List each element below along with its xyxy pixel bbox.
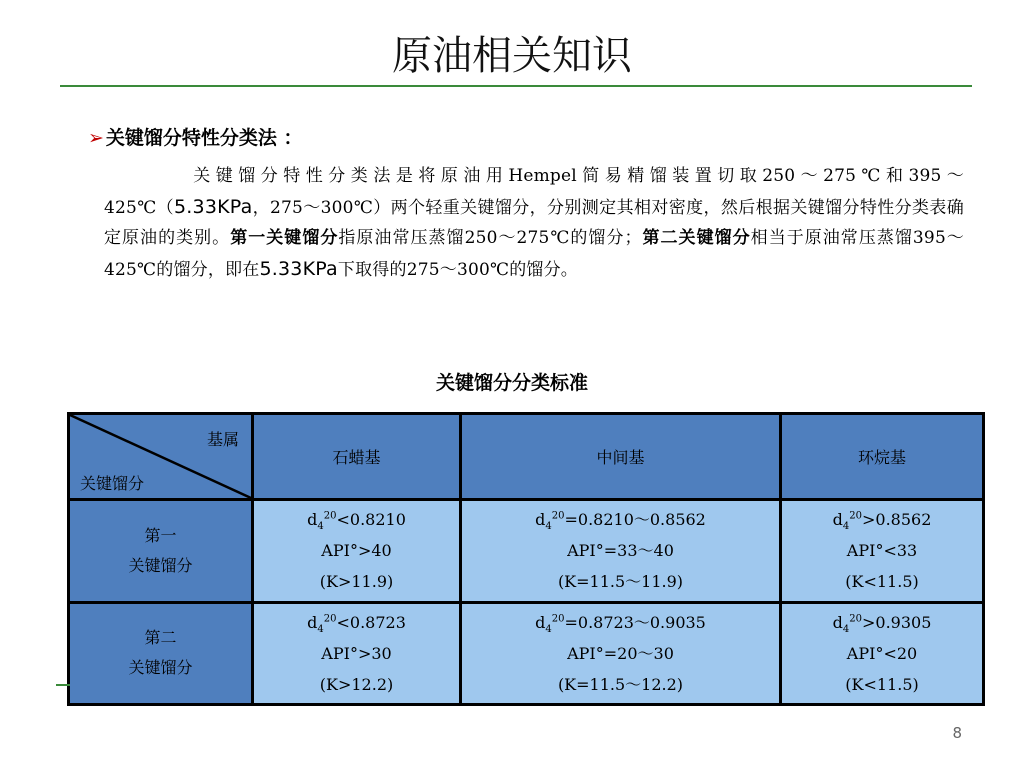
table-row — [69, 500, 984, 603]
density-value — [254, 607, 459, 638]
density-superscript: 20 — [323, 510, 337, 522]
table-cell — [253, 500, 461, 603]
api-value: API°>40 — [321, 541, 392, 561]
table-header-row — [69, 414, 984, 500]
density-superscript: 20 — [551, 510, 565, 522]
density-superscript: 20 — [849, 613, 862, 625]
paragraph-text-1: 关键馏分特性分类法是将原油用Hempel简易精馏装置切取250～275℃和395～425℃（ — [104, 166, 964, 218]
table-cell — [461, 500, 781, 603]
density-superscript: 20 — [323, 613, 337, 625]
density-subscript: 4 — [842, 623, 850, 635]
k-value: (K=11.5～12.2) — [557, 674, 684, 694]
corner-label-fraction: 关键馏分 — [80, 474, 145, 493]
row-label-line2: 关键馏分 — [128, 658, 193, 678]
k-value: (K<11.5) — [845, 674, 919, 694]
density-symbol: d — [307, 510, 318, 530]
slide-title: 原油相关知识 — [392, 33, 632, 79]
table-cell — [781, 602, 984, 705]
header-intermediate: 中间基 — [461, 414, 781, 500]
density-superscript: 20 — [551, 613, 565, 625]
row-label-line1: 第二 — [144, 628, 177, 648]
api-value: API°=20～30 — [567, 643, 674, 663]
table-row — [69, 602, 984, 705]
paragraph-pressure-2: 5.33KPa — [259, 257, 338, 280]
decorative-side-rule — [56, 684, 70, 686]
paragraph-text-5: 指原油常压蒸馏250～275℃的馏分； — [338, 228, 642, 248]
paragraph-text-3: ，275～300℃）两个轻重关键馏分，分别测定其相对密度，然后根据关键馏分特性分类表确定原油的类别。 — [104, 197, 964, 248]
paragraph-text-9: 下取得的275～300℃的馏分。 — [337, 259, 579, 280]
section-heading — [88, 123, 303, 150]
title-divider — [60, 85, 972, 87]
corner-label-base: 基属 — [206, 430, 239, 449]
density-symbol: d — [535, 510, 546, 530]
row-label-first — [69, 500, 253, 603]
table-cell — [253, 602, 461, 705]
density-symbol: d — [832, 510, 843, 530]
density-symbol: d — [307, 612, 318, 632]
k-value: (K=11.5～11.9) — [557, 572, 684, 592]
density-subscript: 4 — [842, 521, 850, 533]
density-superscript: 20 — [849, 510, 862, 522]
density-subscript: 4 — [317, 623, 324, 635]
density-value — [254, 504, 459, 535]
api-value: API°>30 — [321, 643, 392, 663]
header-paraffin: 石蜡基 — [253, 414, 461, 500]
paragraph-bold-second: 第二关键馏分 — [641, 228, 751, 248]
density-value — [782, 607, 982, 638]
row-label-line1: 第一 — [144, 525, 177, 545]
density-range: <0.8723 — [336, 612, 406, 632]
density-range: >0.8562 — [861, 510, 932, 530]
density-range: >0.9305 — [861, 612, 932, 632]
k-value: (K>11.9) — [319, 572, 394, 592]
table-caption: 关键馏分分类标准 — [435, 372, 588, 394]
table-cell — [461, 602, 781, 705]
density-range: =0.8723～0.9035 — [564, 612, 706, 632]
api-value: API°<33 — [846, 541, 918, 561]
paragraph-pressure-1: 5.33KPa — [174, 195, 253, 218]
table-cell — [781, 500, 984, 603]
page-number: 8 — [952, 724, 962, 742]
arrow-bullet-icon: ➢ — [88, 127, 104, 149]
api-value: API°=33～40 — [567, 541, 674, 561]
density-value — [462, 504, 779, 535]
body-paragraph — [104, 161, 964, 285]
paragraph-bold-first: 第一关键馏分 — [230, 228, 339, 248]
density-symbol: d — [832, 612, 843, 632]
density-subscript: 4 — [545, 521, 552, 533]
k-value: (K>12.2) — [319, 674, 394, 694]
density-symbol: d — [535, 612, 546, 632]
density-range: <0.8210 — [336, 510, 406, 530]
density-subscript: 4 — [545, 623, 552, 635]
density-subscript: 4 — [317, 521, 324, 533]
paragraph-text-7: 相当于原油常压蒸馏395～425℃的馏分，即在 — [104, 228, 964, 280]
k-value: (K<11.5) — [845, 572, 919, 592]
row-label-line2: 关键馏分 — [128, 555, 193, 575]
density-value — [782, 504, 982, 535]
classification-table — [67, 412, 985, 706]
table-corner-cell — [69, 414, 253, 500]
density-range: =0.8210～0.8562 — [564, 510, 706, 530]
row-label-second — [69, 602, 253, 705]
section-heading-text: 关键馏分特性分类法 ： — [105, 127, 303, 149]
density-value — [462, 607, 779, 638]
api-value: API°<20 — [846, 643, 918, 663]
header-naphthenic: 环烷基 — [781, 414, 984, 500]
